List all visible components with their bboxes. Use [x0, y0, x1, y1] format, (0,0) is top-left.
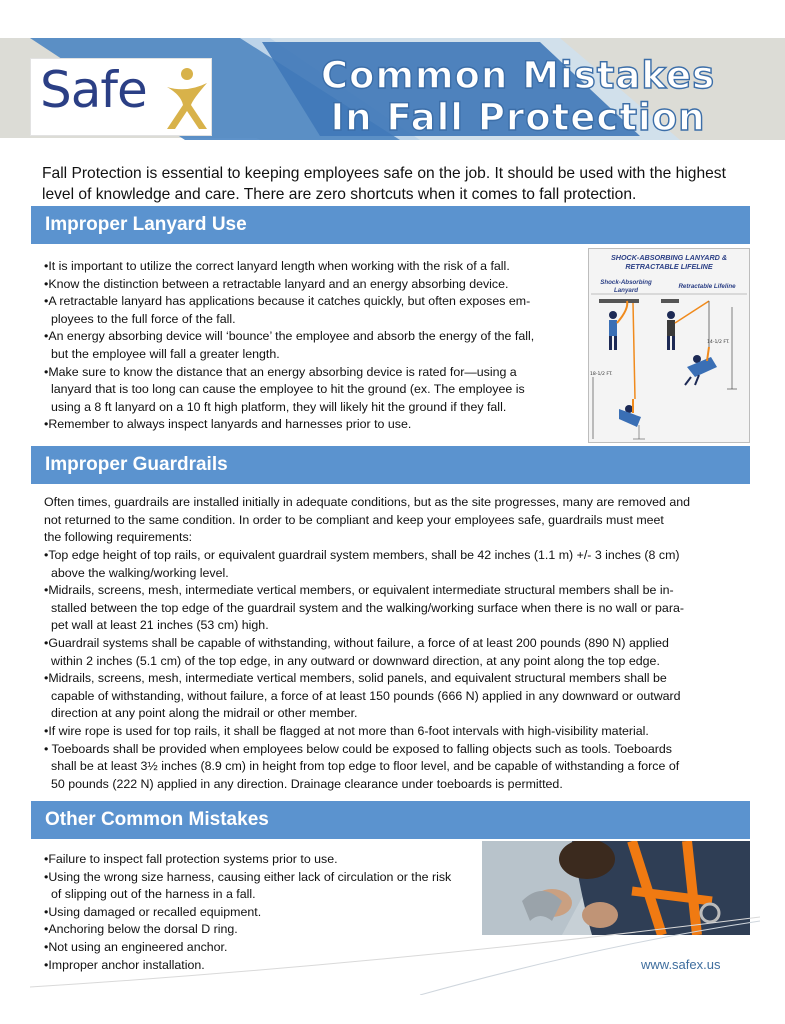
list-item: •An energy absorbing device will ‘bounce’ the employee and absorb the energy of the fall, — [44, 329, 535, 344]
section-heading-guardrails: Improper Guardrails — [31, 446, 750, 484]
list-item: within 2 inches (5.1 cm) of the top edge, in any outward or downward direction, at any point along the top edge. — [51, 653, 660, 668]
list-item: •If wire rope is used for top rails, it shall be flagged at not more than 6-foot intervals with high-visibility material. — [44, 723, 649, 738]
lanyard-list — [44, 258, 584, 434]
list-item: stalled between the top edge of the guardrail system and the walking/working surface when there is no wall or para- — [51, 600, 684, 615]
list-item: above the walking/working level. — [51, 565, 229, 580]
list-item: •Using the wrong size harness, causing either lack of circulation or the risk — [44, 869, 452, 884]
list-item: pet wall at least 21 inches (53 cm) high. — [51, 618, 269, 633]
list-item: •Guardrail systems shall be capable of withstanding, without failure, a force of at least 200 pounds (890 N) applied — [44, 635, 669, 650]
list-item: •Top edge height of top rails, or equivalent guardrail system members, shall be 42 inches (1.1 m) +/- 3 inches (8 cm) — [44, 548, 680, 562]
safex-logo — [31, 59, 211, 135]
list-item: •Midrails, screens, mesh, intermediate vertical members, solid panels, and equivalent structural members shall be — [44, 671, 667, 686]
title-line-2: In Fall Protection — [330, 96, 706, 139]
logo-x-figure-icon — [163, 65, 211, 131]
intro-paragraph: Fall Protection is essential to keeping employees safe on the job. It should be used with the highest level of knowledge and care. There are zero shortcuts when it comes to fall protection. — [42, 165, 726, 203]
list-item: •Improper anchor installation. — [44, 957, 205, 972]
list-item: •Make sure to know the distance that an energy absorbing device is rated for—using a — [44, 364, 517, 379]
guardrails-list — [44, 547, 759, 793]
diagram-figures — [589, 249, 749, 442]
list-item: •Not using an engineered anchor. — [44, 939, 228, 954]
measure-left-label: 18-1/2 FT. — [590, 372, 613, 377]
guardrails-intro-line: not returned to the same condition. In order to be compliant and keep your employees safe, guardrails must meet — [44, 512, 664, 527]
list-item: •Midrails, screens, mesh, intermediate vertical members, or equivalent intermediate structural members shall be in- — [44, 583, 674, 598]
logo-text: Safe — [40, 61, 147, 119]
list-item: •Remember to always inspect lanyards and harnesses prior to use. — [44, 417, 412, 432]
page-title — [268, 55, 768, 139]
footer-swoosh — [0, 915, 785, 995]
list-item: •A retractable lanyard has applications because it catches quickly, but often exposes em- — [44, 294, 531, 309]
diagram-left-label: Shock-Absorbing Lanyard — [600, 279, 652, 294]
list-item: of slipping out of the harness in a fall. — [51, 887, 256, 902]
guardrails-intro — [44, 494, 754, 547]
list-item: lanyard that is too long can cause the employee to hit the ground (ex. The employee is — [51, 382, 525, 397]
list-item: •It is important to utilize the correct lanyard length when working with the risk of a fall. — [44, 259, 510, 273]
list-item: 50 pounds (222 N) applied in any direction. Drainage clearance under toeboards is permitted. — [51, 776, 563, 791]
diagram-right-label: Retractable Lifeline — [678, 283, 736, 290]
list-item: but the employee will fall a greater length. — [51, 346, 280, 361]
section-heading-other: Other Common Mistakes — [31, 801, 750, 839]
list-item: ployees to the full force of the fall. — [51, 311, 236, 326]
diagram-title: SHOCK-ABSORBING LANYARD & RETRACTABLE LIFELINE — [610, 253, 728, 271]
measure-right-label: 14-1/2 FT. — [707, 340, 730, 345]
title-line-1: Common Mistakes — [320, 54, 716, 97]
list-item: •Anchoring below the dorsal D ring. — [44, 922, 238, 937]
list-item: • Toeboards shall be provided when employees below could be exposed to falling objects such as tools. Toeboards — [44, 741, 672, 756]
guardrails-intro-line: the following requirements: — [44, 530, 193, 545]
list-item: shall be at least 3½ inches (8.9 cm) in height from top edge to floor level, and be capable of withstanding a force of — [51, 759, 680, 774]
list-item: direction at any point along the midrail or other member. — [51, 706, 358, 721]
list-item: •Using damaged or recalled equipment. — [44, 904, 262, 919]
list-item: capable of withstanding, without failure, a force of at least 150 pounds (666 N) applied in any downward or outward — [51, 688, 681, 703]
section-heading-lanyard: Improper Lanyard Use — [31, 206, 750, 244]
list-item: •Failure to inspect fall protection systems prior to use. — [44, 852, 338, 866]
footer-website-link[interactable]: www.safex.us — [641, 957, 721, 972]
list-item: using a 8 ft lanyard on a 10 ft high platform, they will likely hit the ground if they fall. — [51, 399, 507, 414]
lanyard-diagram — [588, 248, 750, 443]
guardrails-intro-line: Often times, guardrails are installed initially in adequate conditions, but as the site progresses, many are removed and — [44, 495, 691, 509]
list-item: •Know the distinction between a retractable lanyard and an energy absorbing device. — [44, 276, 509, 291]
